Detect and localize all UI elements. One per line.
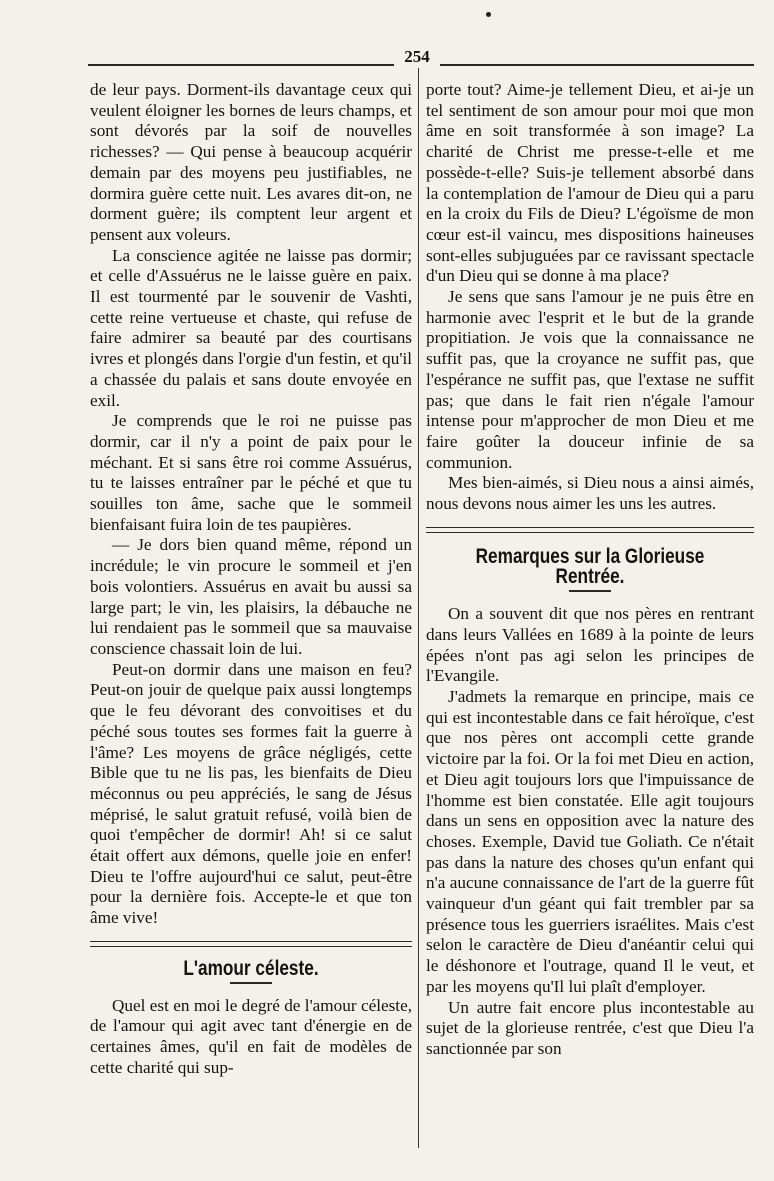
right-column xyxy=(426,80,754,1060)
page-number: 254 xyxy=(394,48,440,66)
paragraph: porte tout? Aime-je tellement Dieu, et ai-je un tel sentiment de son amour pour moi que mon âme en soit transformée à son image? La charité de Christ me presse-t-elle et me possède-t-elle? Suis-je tellement absorbé dans la contemplation de l'amour de Dieu qui a paru en la croix du Fils de Dieu? L'égoïsme de mon cœur est-il vaincu, mes dispositions haineuses sont-elles subjuguées par ce ravissant spectacle d'un Dieu qui se donne à ma place? xyxy=(426,80,754,286)
section-heading: L'amour céleste. xyxy=(183,956,319,980)
paragraph: — Je dors bien quand même, répond un incrédule; le vin procure le sommeil et j'en bois volontiers. Assuérus en avait bu aussi sa large part; le vin, les plaisirs, la débauche ne lui rendaient pas le sommeil que sa mauvaise conscience chassait loin de lui. xyxy=(90,535,412,658)
paragraph: Un autre fait encore plus incontestable au sujet de la glorieuse rentrée, c'est que Dieu l'a sanctionnée par son xyxy=(426,997,754,1058)
section-heading: Remarques sur la Glorieuse Rentrée. xyxy=(475,544,705,589)
paragraph: de leur pays. Dorment-ils davantage ceux qui veulent éloigner les bornes de leurs champs, et sont dévorés par la soif de nouvelles richesses? — Qui pense à beaucoup acquérir demain par des moyens peu justifiables, ne dormira guère cette nuit. Les avares dit-on, ne dorment guère; ils comptent leur argent et pensent aux voleurs. xyxy=(90,80,412,244)
paragraph: J'admets la remarque en principe, mais ce qui est incontestable dans ce fait héroïque, c'est que nos pères ont accompli cette grande victoire par la foi. Or la foi met Dieu en action, et Dieu agit toujours lors que l'impuissance de l'homme est bien constatée. Elle agit toujours dans un sens en opposition avec la nature des choses. Exemple, David tue Goliath. Ce n'était pas dans la nature des choses qu'un enfant qui n'a aucune connaissance de l'art de la guerre fût vainqueur d'un géant qui fait trembler par sa présence tous les guerriers israélites. Mais c'est selon le caractère de Dieu d'anéantir celui qui le déshonore et l'outrage, quand Il le veut, et par les moyens qu'Il lui plaît d'employer. xyxy=(426,686,754,996)
left-column xyxy=(90,80,412,1078)
paragraph: Je sens que sans l'amour je ne puis être en harmonie avec l'esprit et le but de la grande propitiation. Je vois que la connaissance ne suffit pas, que la croyance ne suffit pas, que l'espérance ne suffit pas, que l'extase ne suffit pas; que dans le fait rien n'égale l'amour intense pour m'approcher de mon Dieu et me faire goûter la douceur infinie de sa communion. xyxy=(426,287,754,472)
column-divider xyxy=(418,68,419,1148)
paragraph: Peut-on dormir dans une maison en feu? Peut-on jouir de quelque paix aussi longtemps que le feu dévorant des convoitises et du péché sous toutes ses formes fait la guerre à l'âme? Les moyens de grâce négligés, cette Bible que tu ne lis pas, les bienfaits de Dieu méconnus ou peu appréciés, le sang de Jésus méprisé, le salut gratuit refusé, voilà bien de quoi t'empêcher de dormir! Ah! si ce salut était offert aux démons, quelle joie en enfer! Dieu te l'offre aujourd'hui ce salut, peut-être pour la dernière fois. Accepte-le et que ton âme vive! xyxy=(90,659,412,928)
paragraph: Quel est en moi le degré de l'amour céleste, de l'amour qui agit avec tant d'énergie en de certaines âmes, qu'il en fait de modèles de cette charité qui sup- xyxy=(90,995,412,1077)
ink-dot xyxy=(486,12,491,17)
paragraph: La conscience agitée ne laisse pas dormir; et celle d'Assuérus ne le laisse guère en paix. Il est tourmenté par le souvenir de Vashti, cette reine vertueuse et chaste, qui refuse de faire admirer sa beauté par des courtisans ivres et plongés dans l'orgie d'un festin, et qu'il a chassée du palais et sans doute envoyée en exil. xyxy=(90,245,412,410)
paragraph: Je comprends que le roi ne puisse pas dormir, car il n'y a point de paix pour le méchant. Et si sans être roi comme Assuérus, tu te laisses entraîner par le péché et que tu souilles ton âme, sache que le sommeil bienfaisant fuira loin de tes paupières. xyxy=(90,411,412,534)
paragraph: On a souvent dit que nos pères en rentrant dans leurs Vallées en 1689 à la pointe de leurs épées n'ont pas agi selon les principes de l'Evangile. xyxy=(426,604,754,686)
paragraph: Mes bien-aimés, si Dieu nous a ainsi aimés, nous devons nous aimer les uns les autres. xyxy=(426,473,754,514)
